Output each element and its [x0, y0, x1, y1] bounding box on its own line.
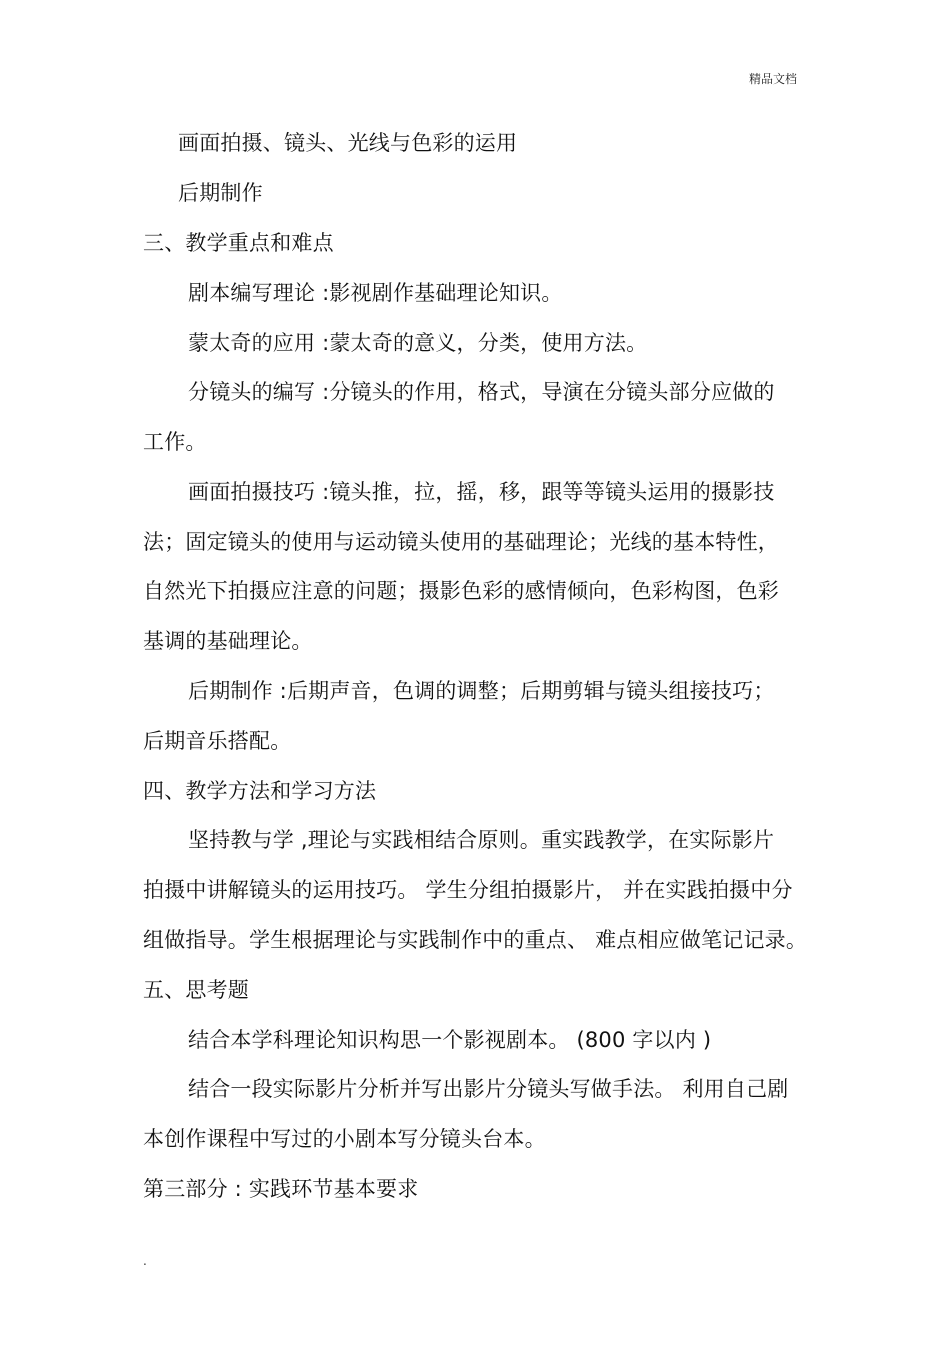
- text-line-10: 自然光下拍摄应注意的问题；摄影色彩的感情倾向，色彩构图，色彩: [143, 579, 779, 603]
- text-line-5: 蒙太奇的应用 :蒙太奇的意义，分类，使用方法。: [188, 331, 648, 355]
- text-line-4: 剧本编写理论 :影视剧作基础理论知识。: [188, 281, 563, 305]
- text-line-7: 工作。: [143, 430, 207, 454]
- text-line-13: 后期音乐搭配。: [143, 729, 292, 753]
- text-line-12: 后期制作 :后期声音，色调的调整；后期剪辑与镜头组接技巧；: [188, 679, 775, 703]
- text-line-9: 法；固定镜头的使用与运动镜头使用的基础理论；光线的基本特性，: [143, 530, 779, 554]
- section-heading-4: 四、教学方法和学习方法: [143, 779, 377, 803]
- text-line-21: 本创作课程中写过的小剧本写分镜头台本。: [143, 1127, 546, 1151]
- page-header-label: 精品文档: [749, 72, 798, 86]
- section-heading-part3: 第三部分 : 实践环节基本要求: [143, 1177, 419, 1201]
- text-line-16: 拍摄中讲解镜头的运用技巧。 学生分组拍摄影片， 并在实践拍摄中分: [143, 878, 793, 902]
- text-line-17: 组做指导。学生根据理论与实践制作中的重点、 难点相应做笔记记录。: [143, 928, 808, 952]
- section-heading-5: 五、思考题: [143, 978, 249, 1002]
- section-heading-3: 三、教学重点和难点: [143, 231, 334, 255]
- footer-mark: .: [143, 1254, 147, 1268]
- text-line-2: 后期制作: [178, 181, 263, 205]
- text-line-20: 结合一段实际影片分析并写出影片分镜头写做手法。 利用自己剧: [188, 1077, 789, 1101]
- text-line-15: 坚持教与学 ,理论与实践相结合原则。重实践教学，在实际影片: [188, 828, 775, 852]
- text-line-6: 分镜头的编写 :分镜头的作用，格式，导演在分镜头部分应做的: [188, 380, 775, 404]
- text-line-11: 基调的基础理论。: [143, 629, 313, 653]
- text-line-1: 画面拍摄、镜头、光线与色彩的运用: [178, 131, 518, 155]
- text-line-8: 画面拍摄技巧 :镜头推，拉，摇，移，跟等等镜头运用的摄影技: [188, 480, 775, 504]
- text-line-19: 结合本学科理论知识构思一个影视剧本。 (800 字以内 ): [188, 1028, 712, 1052]
